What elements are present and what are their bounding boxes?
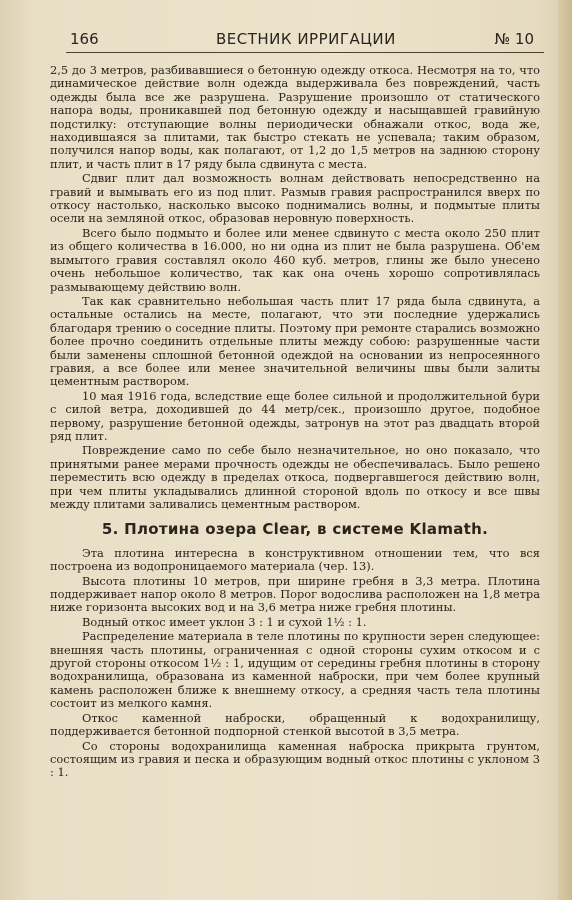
paragraph: Всего было подмыто и более или менее сдвинуто с места около 250 плит из общего количества в 16.000, но ни одна из плит не была разрушена. Об'ем вымытого гравия составлял около 460 куб. метров, глины же было унесено очень небольшое количество, так как она очень хорошо сопротивлялась размывающему действию волн.	[50, 225, 540, 294]
paragraph: Водный откос имеет уклон 3 : 1 и сухой 1½ : 1.	[82, 614, 367, 629]
paragraph: Распределение материала в теле плотины по крупности зерен следующее: внешняя часть плотины, ограниченная с одной стороны сухим откосом и с другой стороны откосом 1½ : 1, идущим от середины гребня плотины в сторону водохранилища, образована из каменной наброски, при чем более крупный камень расположен ближе к внешнему откосу, а средняя часть тела плотины состоит из мелкого камня.	[50, 629, 540, 711]
journal-title: ВЕСТНИК ИРРИГАЦИИ	[216, 30, 396, 48]
page-number: 166	[70, 30, 99, 48]
paragraph: Повреждение само по себе было незначительное, но оно показало, что принятыми ранее мерами прочность одежды не обеспечивалась. Было решено переместить всю одежду в пределах откоса, подвергавшегося действию волн, при чем плиты укладывались длинной стороной вдоль по откосу и все швы между плитами заливались цементным раствором.	[50, 443, 540, 511]
paragraph: Сдвиг плит дал возможность волнам действовать непосредственно на гравий и вымывать его из под плит. Размыв гравия распространился вверх по откосу настолько, насколько высоко поднимались волны, и подмытые плиты осели на земляной откос, образовав неровную поверхность.	[50, 171, 540, 226]
paragraph: Откос каменной наброски, обращенный к водохранилищу, поддерживается бетонной подпорной стенкой высотой в 3,5 метра.	[50, 710, 540, 739]
issue-number: № 10	[494, 30, 534, 48]
paragraph: 10 мая 1916 года, вследствие еще более сильной и продолжительной бури с силой ветра, доходившей до 44 метр/сек., произошло другое, подобное первому, разрушение бетонной одежды, затронув на этот раз двадцать второй ряд плит.	[50, 388, 540, 443]
paragraph: Высота плотины 10 метров, при ширине гребня в 3,3 метра. Плотина поддерживает напор около 8 метров. Порог водослива расположен на 1,8 метра ниже горизонта высоких вод и на 3,6 метра ниже гребня плотины.	[50, 573, 540, 615]
article-body	[50, 64, 540, 781]
running-header	[66, 26, 544, 53]
page-edge	[558, 0, 572, 900]
paragraph: 2,5 до 3 метров, разбивавшиеся о бетонную одежду откоса. Несмотря на то, что динамическое действие волн одежда выдерживала без повреждений, часть одежды была все же разрушена. Разрушение произошло от статического напора воды, проникавшей под бетонную одежду и насыщавшей гравийную подстилку: отступающие волны периодически обнажали откос, вода же, находившаяся за плитами, так быстро стекать не успевала; таким образом, получился напор воды, как полагают, от 1,2 до 1,5 метров на заднюю сторону плит, и часть плит в 17 ряду была сдвинута с места.	[50, 63, 540, 171]
section-heading: 5. Плотина озера Clear, в системе Klamath.	[101, 520, 489, 539]
paragraph: Эта плотина интересна в конструктивном отношении тем, что вся построена из водопроницаемого материала (чер. 13).	[50, 545, 540, 574]
paragraph: Со стороны водохранилища каменная наброска прикрыта грунтом, состоящим из гравия и песка и образующим водный откос плотины с уклоном 3 : 1.	[50, 738, 540, 780]
paragraph: Так как сравнительно небольшая часть плит 17 ряда была сдвинута, а остальные остались на месте, полагают, что эти последние удержались благодаря трению о соседние плиты. Поэтому при ремонте старались возможно более прочно соединить отдельные плиты между собою: разрушенные части были заменены сплошной бетонной одеждой на основании из непросеянного гравия, а все более или менее значительной величины швы были залиты цементным раствором.	[50, 293, 540, 389]
